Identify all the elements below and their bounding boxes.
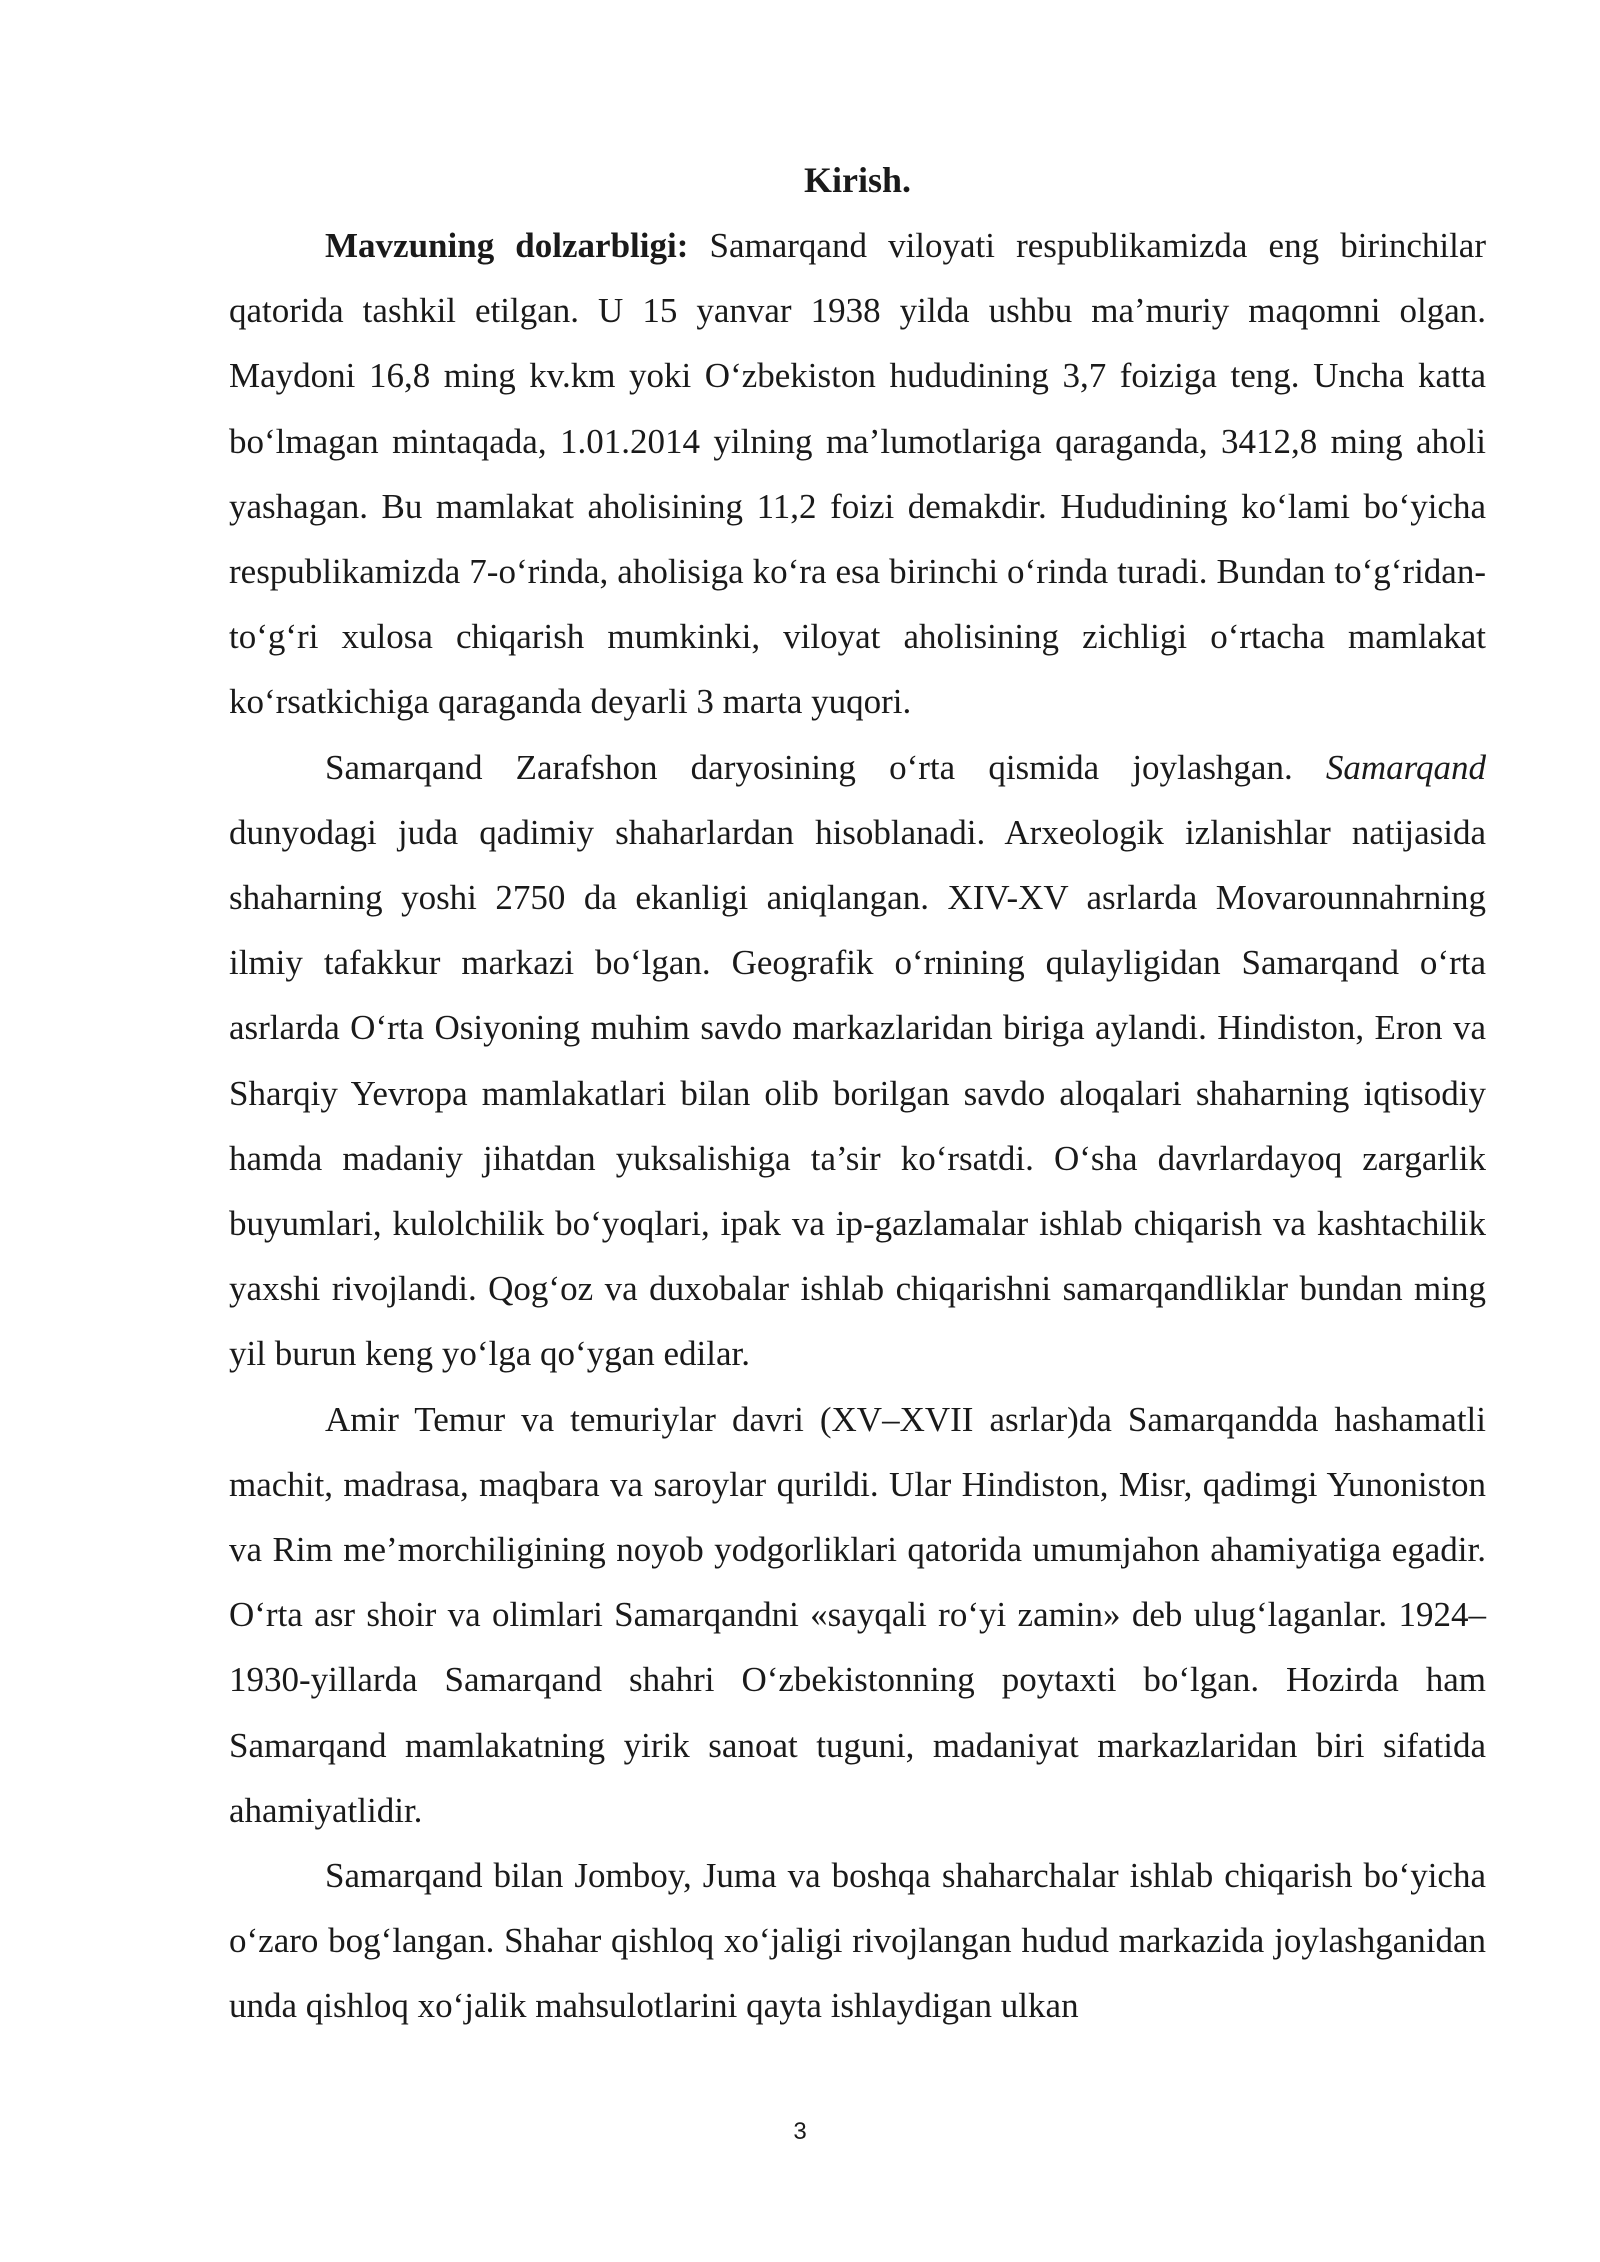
paragraph-1 xyxy=(229,213,1486,735)
document-page xyxy=(229,148,1486,2039)
paragraph-lead-label: Mavzuning dolzarbligi: xyxy=(325,226,689,265)
section-title: Kirish. xyxy=(803,160,911,200)
paragraph-2-text-after: dunyodagi juda qadimiy shaharlardan hisoblanadi. Arxeologik izlanishlar natijasida shaharning yoshi 2750 da ekanligi aniqlangan. XIV-XV asrlarda Movarounnahrning ilmiy tafakkur markazi bo‘lgan. Geografik o‘rnining qulayligidan Samarqand o‘rta asrlarda O‘rta Osiyoning muhim savdo markazlaridan biriga aylandi. Hindiston, Eron va Sharqiy Yevropa mamlakatlari bilan olib borilgan savdo aloqalari shaharning iqtisodiy hamda madaniy jihatdan yuksalishiga ta’sir ko‘rsatdi. O‘sha davrlardayoq zargarlik buyumlari, kulolchilik bo‘yoqlari, ipak va ip-gazlamalar ishlab chiqarish va kashtachilik yaxshi rivojlandi. Qog‘oz va duxobalar ishlab chiqarishni samarqandliklar bundan ming yil burun keng yo‘lga qo‘ygan edilar. xyxy=(229,812,1486,1374)
paragraph-3: Amir Temur va temuriylar davri (XV–XVII asrlar)da Samarqandda hashamatli machit, madrasa, maqbara va saroylar qurildi. Ular Hindiston, Misr, qadimgi Yunoniston va Rim me’morchiligining noyob yodgorliklari qatorida umumjahon ahamiyatiga egadir. O‘rta asr shoir va olimlari Samarqandni «sayqali ro‘yi zamin» deb ulug‘laganlar. 1924–1930-yillarda Samarqand shahri O‘zbekistonning poytaxti bo‘lgan. Hozirda ham Samarqand mamlakatning yirik sanoat tuguni, madaniyat markazlaridan biri sifatida ahamiyatlidir. xyxy=(229,1399,1486,1830)
paragraph-2 xyxy=(229,735,1486,1387)
page-number: 3 xyxy=(793,2118,807,2145)
paragraph-2-text-before: Samarqand Zarafshon daryosining o‘rta qismida joylashgan. xyxy=(325,747,1326,787)
paragraph-4: Samarqand bilan Jomboy, Juma va boshqa shaharchalar ishlab chiqarish bo‘yicha o‘zaro bog‘langan. Shahar qishloq xo‘jaligi rivojlangan hudud markazida joylashganidan unda qishloq xo‘jalik mahsulotlarini qayta ishlaydigan ulkan xyxy=(229,1856,1486,2026)
paragraph-2-italic-term: Samarqand xyxy=(1325,747,1486,787)
paragraph-1-text: Samarqand viloyati respublikamizda eng birinchilar qatorida tashkil etilgan. U 15 yanvar 1938 yilda ushbu ma’muriy maqomni olgan. Maydoni 16,8 ming kv.km yoki O‘zbekiston hududining 3,7 foiziga teng. Uncha katta bo‘lmagan mintaqada, 1.01.2014 yilning ma’lumotlariga qaraganda, 3412,8 ming aholi yashagan. Bu mamlakat aholisining 11,2 foizi demakdir. Hududining ko‘lami bo‘yicha respublikamizda 7-o‘rinda, aholisiga ko‘ra esa birinchi o‘rinda turadi. Bundan to‘g‘ridan-to‘g‘ri xulosa chiqarish mumkinki, viloyat aholisining zichligi o‘rtacha mamlakat ko‘rsatkichiga qaraganda deyarli 3 marta yuqori. xyxy=(229,226,1486,722)
